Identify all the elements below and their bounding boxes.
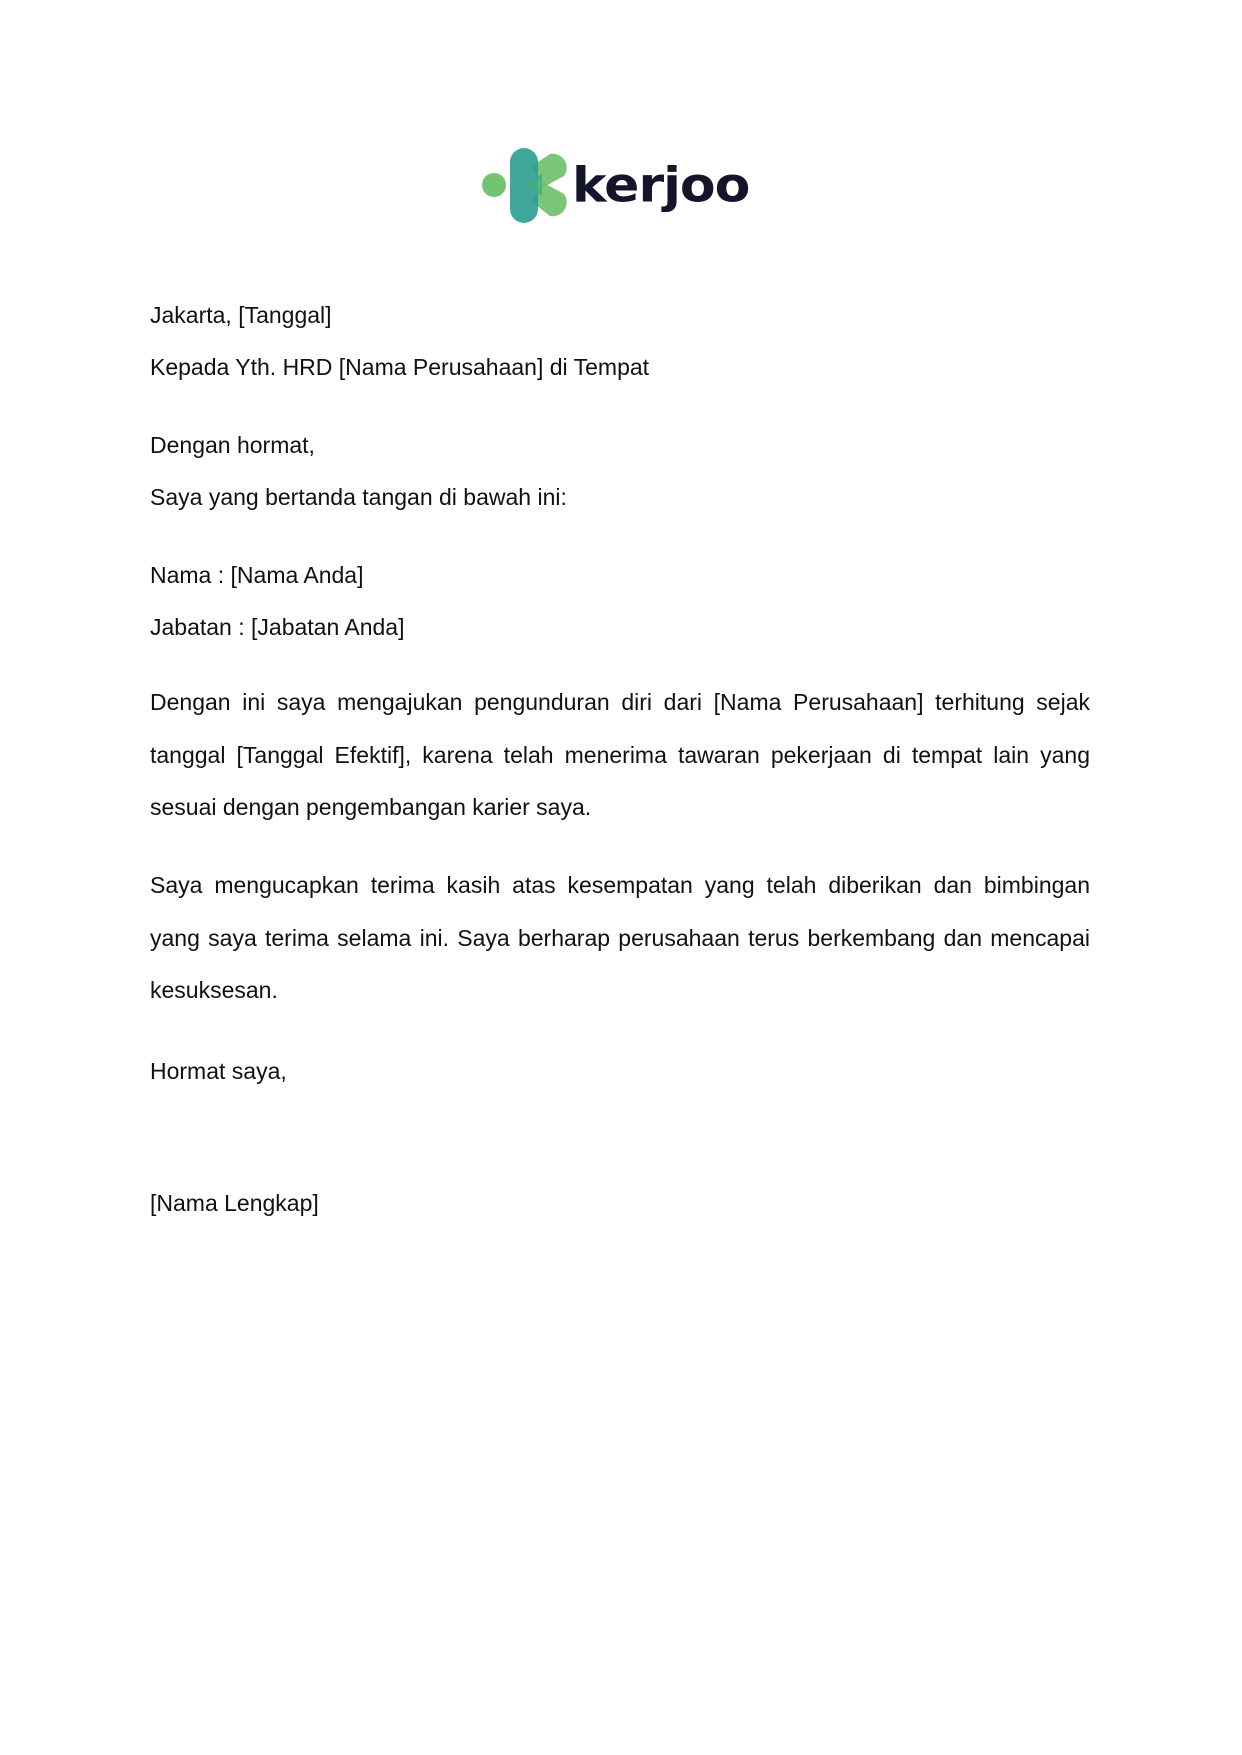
name-field: Nama : [Nama Anda] bbox=[150, 562, 364, 588]
closing: Hormat saya, bbox=[150, 1058, 287, 1084]
kerjoo-logo-mark-icon bbox=[480, 148, 568, 223]
place-date: Jakarta, [Tanggal] bbox=[150, 302, 332, 328]
recipient-line: Kepada Yth. HRD [Nama Perusahaan] di Tempat bbox=[150, 354, 650, 380]
salutation: Dengan hormat, bbox=[150, 432, 315, 458]
resignation-paragraph: Dengan ini saya mengajukan pengunduran diri dari [Nama Perusahaan] terhitung sejak tanggal [Tanggal Efektif], karena telah menerima tawaran pekerjaan di tempat lain yang sesuai dengan pengembangan karier saya. bbox=[150, 689, 1090, 820]
signature-name: [Nama Lengkap] bbox=[150, 1190, 319, 1216]
company-logo bbox=[480, 148, 770, 223]
intro-line: Saya yang bertanda tangan di bawah ini: bbox=[150, 484, 567, 510]
position-field: Jabatan : [Jabatan Anda] bbox=[150, 614, 405, 640]
gratitude-paragraph: Saya mengucapkan terima kasih atas kesempatan yang telah diberikan dan bimbingan yang saya terima selama ini. Saya berharap perusahaan terus berkembang dan mencapai kesuksesan. bbox=[150, 872, 1090, 1003]
logo-wordmark: kerjoo bbox=[572, 157, 750, 214]
